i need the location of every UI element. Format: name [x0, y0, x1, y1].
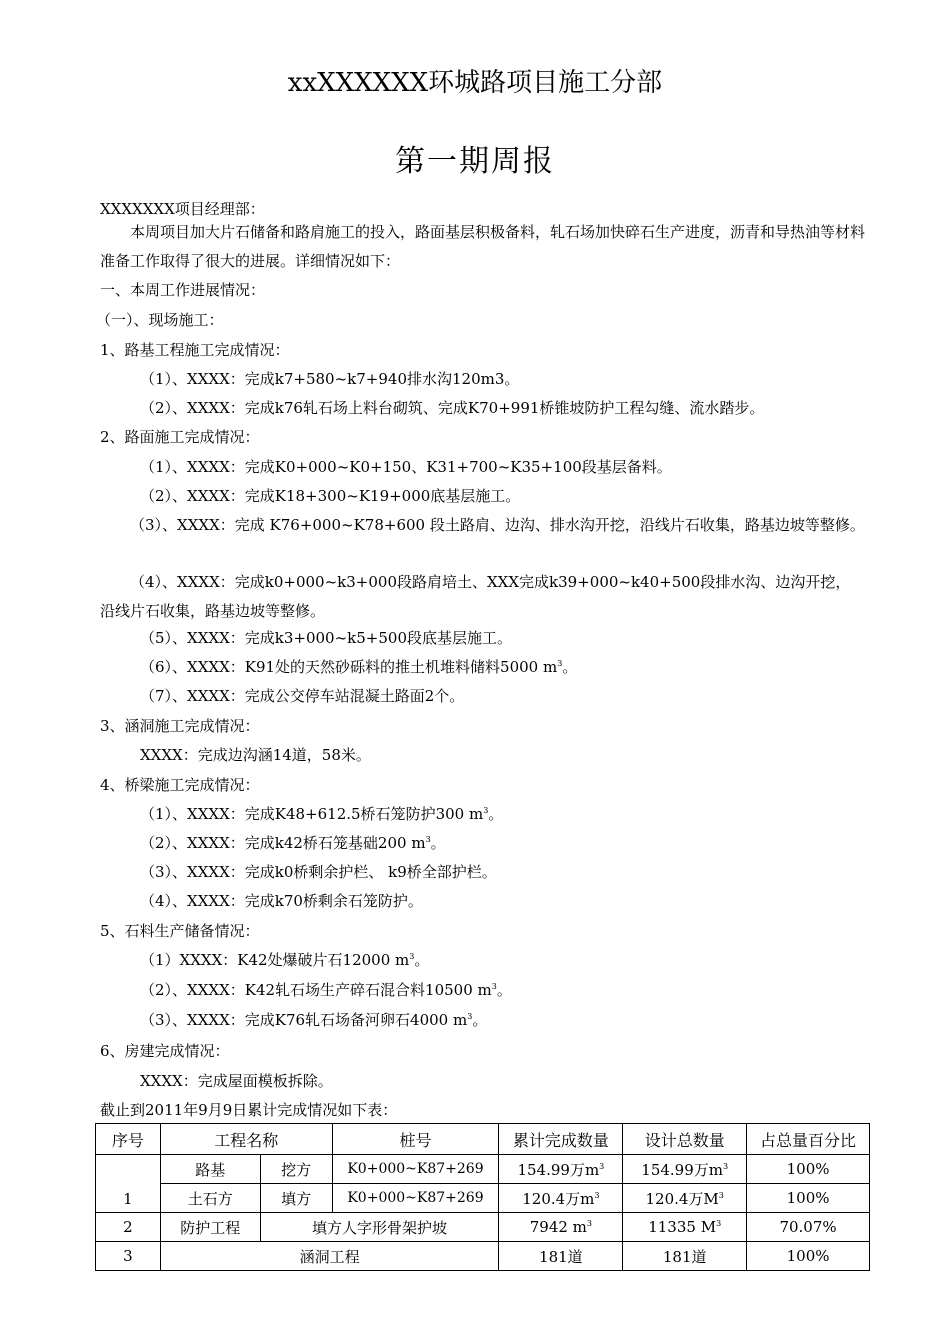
addressee: XXXXXXX项目经理部：	[100, 200, 265, 218]
row-number: 1	[96, 1155, 161, 1213]
percent-cell: 100%	[747, 1155, 870, 1184]
heading-stone: 5、石料生产储备情况：	[100, 922, 260, 940]
list-item: XXXX：完成边沟涵14道，58米。	[140, 746, 371, 764]
list-item: （3）、XXXX：完成K76轧石场备河卵石4000 $m^3$。	[140, 1011, 488, 1029]
list-item: （4）、XXXX：完成k70桥剩余石笼防护。	[140, 892, 423, 910]
list-item: （2）、XXXX：完成K18+300~K19+000底基层施工。	[140, 487, 521, 505]
org-title: xxXXXXXX环城路项目施工分部	[287, 68, 663, 98]
heading-culvert: 3、涵洞施工完成情况：	[100, 717, 260, 735]
sub-item: 填方	[260, 1184, 332, 1213]
list-item: （2）、XXXX：K42轧石场生产碎石混合料10500 $m^3$。	[140, 981, 512, 999]
completed-cell: 120.4万$m^3$	[499, 1184, 623, 1213]
list-item: （2）、XXXX：完成k42桥石笼基础200 $m^3$。	[140, 834, 446, 852]
row-number: 2	[96, 1213, 161, 1242]
table-header-row	[96, 1124, 870, 1155]
table-row	[96, 1242, 870, 1271]
header-cell: 序号	[96, 1124, 161, 1155]
table-row	[96, 1184, 870, 1213]
stake-cell: K0+000~K87+269	[332, 1184, 499, 1213]
header-cell: 桩号	[332, 1124, 499, 1155]
heading-bridge: 4、桥梁施工完成情况：	[100, 776, 260, 794]
header-cell: 设计总数量	[623, 1124, 747, 1155]
design-cell: 154.99万$m^3$	[623, 1155, 747, 1184]
list-item: XXXX：完成屋面模板拆除。	[140, 1072, 333, 1090]
report-title: 第一期周报	[395, 144, 555, 179]
design-cell: 181道	[623, 1242, 747, 1271]
list-item: （6）、XXXX：K91处的天然砂砾料的推土机堆料储料5000 $m^3$。	[140, 658, 578, 676]
table-caption: 截止到2011年9月9日累计完成情况如下表：	[100, 1101, 398, 1119]
list-item: （1）、XXXX：完成k7+580~k7+940排水沟120m3。	[140, 370, 520, 388]
percent-cell: 70.07%	[747, 1213, 870, 1242]
subsection-heading: （一）、现场施工：	[96, 311, 224, 329]
percent-cell: 100%	[747, 1184, 870, 1213]
heading-pavement: 2、路面施工完成情况：	[100, 428, 260, 446]
list-item: （1）、XXXX：完成K48+612.5桥石笼防护300 $m^3$。	[140, 805, 504, 823]
intro-paragraph: 本周项目加大片石储备和路肩施工的投入，路面基层积极备料，轧石场加快碎石生产进度，沥青和导热油等材料准备工作取得了很大的进展。详细情况如下：	[100, 223, 866, 270]
completed-cell: 154.99万$m^3$	[499, 1155, 623, 1184]
section-heading: 一、本周工作进展情况：	[100, 281, 266, 299]
project-name: 土石方	[160, 1184, 260, 1213]
list-item: （1）XXXX：K42处爆破片石12000 $m^3$。	[140, 951, 430, 969]
heading-subgrade: 1、路基工程施工完成情况：	[100, 341, 290, 359]
project-name: 涵洞工程	[160, 1242, 499, 1271]
list-item-multiline: （4）、XXXX：完成k0+000~k3+000段路肩培土、XXX完成k39+000~k40+500段排水沟、边沟开挖，沿线片石收集，路基边坡等整修。	[100, 573, 851, 620]
stake-cell: 填方人字形骨架护坡	[260, 1213, 499, 1242]
percent-cell: 100%	[747, 1242, 870, 1271]
design-cell: 11335 $M^3$	[623, 1213, 747, 1242]
completed-cell: 181道	[499, 1242, 623, 1271]
header-cell: 工程名称	[160, 1124, 332, 1155]
header-cell: 累计完成数量	[499, 1124, 623, 1155]
project-name: 路基	[160, 1155, 260, 1184]
progress-table	[95, 1123, 870, 1271]
completed-cell: 7942 $m^3$	[499, 1213, 623, 1242]
table-row	[96, 1155, 870, 1184]
design-cell: 120.4万$M^3$	[623, 1184, 747, 1213]
stake-cell: K0+000~K87+269	[332, 1155, 499, 1184]
list-item: （1）、XXXX：完成K0+000~K0+150、K31+700~K35+100段基层备料。	[140, 458, 672, 476]
sub-item: 挖方	[260, 1155, 332, 1184]
list-item: （5）、XXXX：完成k3+000~k5+500段底基层施工。	[140, 629, 512, 647]
list-item-multiline: （3）、XXXX：完成 K76+000~K78+600 段土路肩、边沟、排水沟开挖，沿线片石收集，路基边坡等整修。	[130, 516, 865, 534]
row-number: 3	[96, 1242, 161, 1271]
table-row	[96, 1213, 870, 1242]
project-name: 防护工程	[160, 1213, 260, 1242]
list-item: （2）、XXXX：完成k76轧石场上料台砌筑、完成K70+991桥锥坡防护工程勾缝、流水踏步。	[140, 399, 765, 417]
header-cell: 占总量百分比	[747, 1124, 870, 1155]
heading-building: 6、房建完成情况：	[100, 1042, 230, 1060]
list-item: （3）、XXXX：完成k0桥剩余护栏、 k9桥全部护栏。	[140, 863, 497, 881]
list-item: （7）、XXXX：完成公交停车站混凝土路面2个。	[140, 687, 465, 705]
